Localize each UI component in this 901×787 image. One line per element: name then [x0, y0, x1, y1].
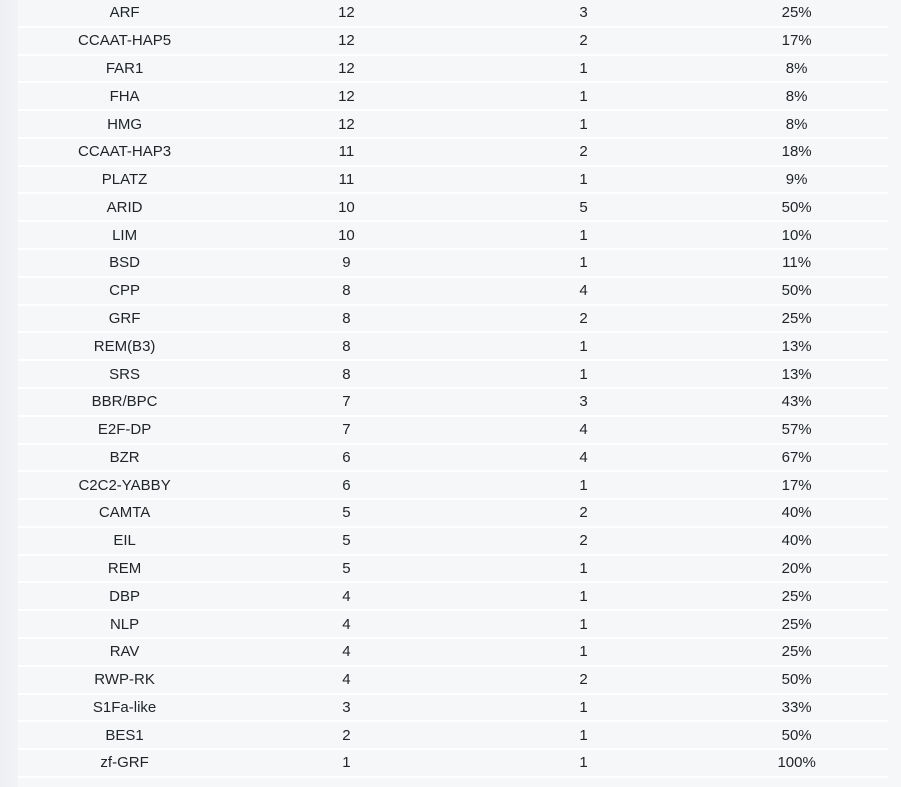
total-genes-cell: 2 — [342, 727, 351, 743]
subset-count-cell: 2 — [579, 505, 588, 521]
table-row — [18, 722, 888, 750]
table-row — [18, 278, 888, 306]
table-row — [18, 472, 888, 500]
total-genes-cell: 8 — [342, 283, 351, 299]
family-name-cell: zf-GRF — [100, 755, 149, 771]
table-row — [18, 695, 888, 723]
subset-count-cell: 1 — [579, 116, 588, 132]
percentage-cell: 20% — [781, 561, 812, 577]
table-row — [18, 83, 888, 111]
total-genes-cell: 8 — [342, 310, 351, 326]
family-name-cell: REM — [107, 561, 142, 577]
table-row — [18, 194, 888, 222]
subset-count-cell: 1 — [579, 727, 588, 743]
subset-count-cell: 1 — [579, 366, 588, 382]
total-genes-cell: 1 — [342, 755, 351, 771]
family-name-cell: CAMTA — [98, 505, 151, 521]
total-genes-cell: 4 — [342, 644, 351, 660]
percentage-cell: 33% — [781, 699, 812, 715]
table-row — [18, 250, 888, 278]
percentage-cell: 43% — [781, 394, 812, 410]
subset-count-cell: 1 — [579, 561, 588, 577]
subset-count-cell: 1 — [579, 60, 588, 76]
percentage-cell: 100% — [777, 755, 816, 771]
family-name-cell: DBP — [109, 588, 140, 604]
subset-count-cell: 1 — [579, 227, 588, 243]
table-row — [18, 445, 888, 473]
table-row — [18, 528, 888, 556]
table-row — [18, 306, 888, 334]
total-genes-cell: 11 — [338, 172, 355, 188]
total-genes-cell: 12 — [338, 88, 355, 104]
table-row — [18, 56, 888, 84]
total-genes-cell: 4 — [342, 588, 351, 604]
family-name-cell: CCAAT-HAP5 — [78, 33, 172, 49]
subset-count-cell: 2 — [579, 144, 588, 160]
table-row — [18, 583, 888, 611]
subset-count-cell: 2 — [579, 533, 588, 549]
family-name-cell: E2F-DP — [97, 422, 152, 438]
total-genes-cell: 8 — [342, 338, 351, 354]
family-name-cell: BES1 — [105, 727, 144, 743]
table-row — [18, 611, 888, 639]
total-genes-cell: 12 — [338, 33, 355, 49]
percentage-cell: 25% — [781, 310, 812, 326]
table-row — [18, 0, 888, 28]
subset-count-cell: 5 — [579, 199, 588, 215]
total-genes-cell: 10 — [338, 199, 355, 215]
percentage-cell: 17% — [781, 477, 812, 493]
total-genes-cell: 7 — [342, 394, 351, 410]
total-genes-cell: 6 — [342, 477, 351, 493]
subset-count-cell: 1 — [579, 644, 588, 660]
total-genes-cell: 10 — [338, 227, 355, 243]
total-genes-cell: 6 — [342, 449, 351, 465]
tf-family-table — [18, 0, 888, 787]
family-name-cell: BZR — [109, 449, 140, 465]
percentage-cell: 40% — [781, 533, 812, 549]
table-row — [18, 500, 888, 528]
percentage-cell: 25% — [781, 588, 812, 604]
total-genes-cell: 11 — [338, 144, 355, 160]
subset-count-cell: 1 — [579, 255, 588, 271]
total-genes-cell: 9 — [342, 255, 351, 271]
percentage-cell: 10% — [781, 227, 812, 243]
family-name-cell: FHA — [109, 88, 140, 104]
subset-count-cell: 1 — [579, 172, 588, 188]
subset-count-cell: 4 — [579, 422, 588, 438]
table-row — [18, 139, 888, 167]
family-name-cell: EIL — [113, 533, 136, 549]
percentage-cell: 11% — [782, 255, 812, 271]
subset-count-cell: 2 — [579, 672, 588, 688]
subset-count-cell: 3 — [579, 5, 588, 21]
family-name-cell: SRS — [109, 366, 140, 382]
total-genes-cell: 8 — [342, 366, 351, 382]
family-name-cell: ARF — [109, 5, 140, 21]
table-row — [18, 389, 888, 417]
percentage-cell: 40% — [781, 505, 812, 521]
subset-count-cell: 1 — [579, 699, 588, 715]
percentage-cell: 25% — [781, 644, 812, 660]
family-name-cell: FAR1 — [105, 60, 144, 76]
total-genes-cell: 12 — [338, 60, 355, 76]
percentage-cell: 67% — [781, 449, 812, 465]
family-name-cell: BSD — [109, 255, 140, 271]
subset-count-cell: 1 — [579, 616, 588, 632]
percentage-cell: 8% — [785, 60, 808, 76]
subset-count-cell: 4 — [579, 449, 588, 465]
family-name-cell: C2C2-YABBY — [78, 477, 171, 493]
subset-count-cell: 1 — [579, 755, 588, 771]
family-name-cell: CPP — [109, 283, 140, 299]
family-name-cell: BBR/BPC — [91, 394, 158, 410]
subset-count-cell: 2 — [579, 33, 588, 49]
subset-count-cell: 1 — [579, 588, 588, 604]
table-row — [18, 361, 888, 389]
subset-count-cell: 1 — [579, 477, 588, 493]
table-row — [18, 556, 888, 584]
table-row — [18, 167, 888, 195]
percentage-cell: 50% — [781, 199, 812, 215]
total-genes-cell: 12 — [338, 116, 355, 132]
subset-count-cell: 2 — [579, 310, 588, 326]
family-name-cell: LIM — [112, 227, 138, 243]
family-name-cell: REM(B3) — [93, 338, 156, 354]
percentage-cell: 50% — [781, 283, 812, 299]
table-row — [18, 667, 888, 695]
total-genes-cell: 7 — [342, 422, 351, 438]
family-name-cell: NLP — [109, 616, 140, 632]
family-name-cell: HMG — [107, 116, 143, 132]
family-name-cell: PLATZ — [101, 172, 148, 188]
percentage-cell: 18% — [781, 144, 812, 160]
subset-count-cell: 1 — [579, 88, 588, 104]
table-row — [18, 333, 888, 361]
total-genes-cell: 4 — [342, 672, 351, 688]
table-row — [18, 222, 888, 250]
left-gutter — [0, 0, 18, 787]
family-name-cell: RWP-RK — [94, 672, 155, 688]
percentage-cell: 9% — [785, 172, 808, 188]
family-name-cell: S1Fa-like — [92, 699, 157, 715]
subset-count-cell: 3 — [579, 394, 588, 410]
total-genes-cell: 4 — [342, 616, 351, 632]
percentage-cell: 17% — [781, 33, 812, 49]
total-genes-cell: 5 — [342, 561, 351, 577]
family-name-cell: CCAAT-HAP3 — [78, 144, 172, 160]
percentage-cell: 50% — [781, 672, 812, 688]
total-genes-cell: 5 — [342, 533, 351, 549]
percentage-cell: 13% — [781, 366, 812, 382]
family-name-cell: RAV — [109, 644, 140, 660]
percentage-cell: 57% — [781, 422, 812, 438]
total-genes-cell: 12 — [338, 5, 355, 21]
subset-count-cell: 1 — [579, 338, 588, 354]
percentage-cell: 25% — [781, 5, 812, 21]
table-row — [18, 417, 888, 445]
subset-count-cell: 4 — [579, 283, 588, 299]
percentage-cell: 25% — [781, 616, 812, 632]
percentage-cell: 13% — [781, 338, 812, 354]
partial-row-filler — [18, 778, 888, 787]
table-row — [18, 111, 888, 139]
table-row — [18, 28, 888, 56]
table-row — [18, 639, 888, 667]
total-genes-cell: 5 — [342, 505, 351, 521]
percentage-cell: 50% — [781, 727, 812, 743]
table-row — [18, 750, 888, 778]
total-genes-cell: 3 — [342, 699, 351, 715]
family-name-cell: ARID — [106, 199, 143, 215]
family-name-cell: GRF — [108, 310, 141, 326]
percentage-cell: 8% — [785, 116, 808, 132]
percentage-cell: 8% — [785, 88, 808, 104]
